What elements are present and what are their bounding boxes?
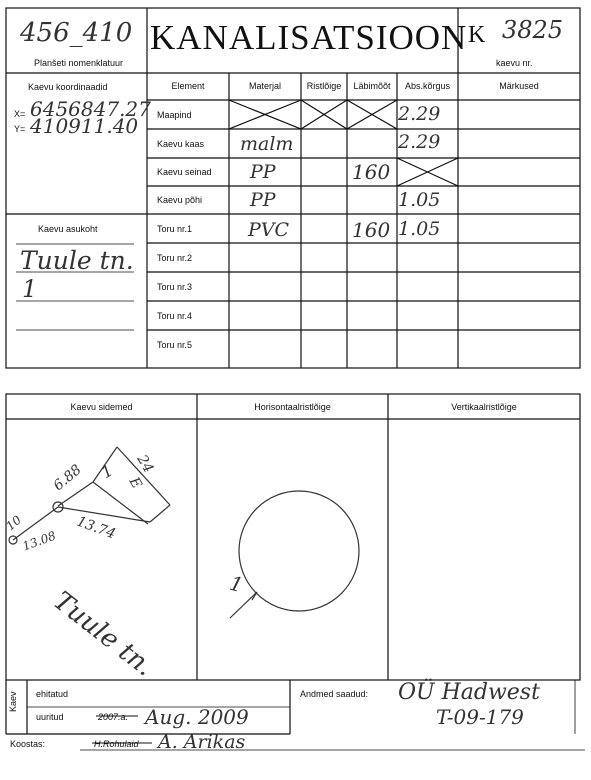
row-element: Toru nr.4 bbox=[157, 311, 193, 321]
sheet-label: Planšeti nomenklatuur bbox=[34, 58, 124, 68]
measured-value: Aug. 2009 bbox=[145, 705, 249, 729]
well-number: 3825 bbox=[502, 16, 564, 44]
measured-crossed: 2007.a. bbox=[98, 712, 129, 722]
abs-value: 2.29 bbox=[398, 131, 441, 153]
materjal-value: PP bbox=[250, 189, 276, 211]
labimoot-value: 160 bbox=[352, 218, 391, 242]
row-element: Toru nr.1 bbox=[157, 224, 193, 234]
x-coordinate: 6456847.27 bbox=[30, 97, 151, 121]
side-label: Kaev bbox=[8, 691, 18, 712]
row-element: Kaevu kaas bbox=[157, 139, 205, 149]
sketch-street-label: Tuule tn. bbox=[47, 586, 160, 683]
measured-label: uuritud bbox=[36, 712, 64, 722]
row-element: Kaevu põhi bbox=[157, 195, 203, 205]
sketch-label: 24 bbox=[133, 452, 157, 476]
source-reference: T-09-179 bbox=[436, 705, 524, 729]
sketch-label: 1 bbox=[97, 460, 117, 483]
well-label: kaevu nr. bbox=[496, 58, 533, 68]
header-markused: Märkused bbox=[499, 81, 539, 91]
materjal-value: malm bbox=[240, 133, 294, 155]
materjal-value: PP bbox=[250, 161, 276, 183]
sketch-label: 13.74 bbox=[74, 513, 118, 543]
labimoot-value: 160 bbox=[352, 160, 391, 184]
y-coordinate: 410911.40 bbox=[30, 114, 139, 138]
header-materjal: Materjal bbox=[248, 81, 281, 91]
materjal-value: PVC bbox=[248, 219, 290, 241]
location-street: Tuule tn. bbox=[20, 246, 134, 275]
header-abs-korgus: Abs.kõrgus bbox=[404, 81, 451, 91]
header-ristloige: Ristlõige bbox=[306, 81, 342, 91]
source-company: OÜ Hadwest bbox=[398, 680, 540, 705]
page-title: KANALISATSIOON bbox=[150, 18, 468, 57]
sketch-label: 10 bbox=[3, 512, 24, 534]
location-number: 1 bbox=[22, 275, 38, 303]
sketch-label: E bbox=[125, 474, 145, 492]
sketch-label: 13.08 bbox=[20, 528, 58, 554]
col-horizontal-header: Horisontaalristlõige bbox=[254, 402, 331, 412]
sketch-label: 6.88 bbox=[50, 461, 85, 495]
abs-value: 1.05 bbox=[398, 189, 441, 211]
row-element: Maapind bbox=[157, 110, 192, 120]
coords-label: Kaevu koordinaadid bbox=[28, 82, 108, 92]
abs-value: 1.05 bbox=[398, 218, 441, 240]
col-vertical-header: Vertikaalristlõige bbox=[451, 402, 517, 412]
built-label: ehitatud bbox=[36, 689, 69, 699]
author-name: A. Arikas bbox=[158, 731, 246, 753]
source-label: Andmed saadud: bbox=[300, 689, 369, 699]
y-prefix: Y= bbox=[14, 124, 26, 134]
row-element: Toru nr.5 bbox=[157, 340, 193, 350]
header-labimoot: Läbimõõt bbox=[353, 81, 391, 91]
author-label: Koostas: bbox=[10, 739, 46, 749]
col-ties-header: Kaevu sidemed bbox=[70, 402, 133, 412]
row-element: Toru nr.2 bbox=[157, 253, 193, 263]
location-label: Kaevu asukoht bbox=[38, 224, 98, 234]
well-prefix: K bbox=[468, 22, 486, 48]
section-mark: 1 bbox=[227, 570, 246, 598]
author-crossed: H.Rohulaid bbox=[94, 739, 139, 749]
x-prefix: X= bbox=[14, 109, 26, 119]
header-element: Element bbox=[171, 81, 205, 91]
sheet-number: 456_410 bbox=[20, 18, 133, 48]
row-element: Toru nr.3 bbox=[157, 282, 193, 292]
row-element: Kaevu seinad bbox=[157, 167, 212, 177]
abs-value: 2.29 bbox=[398, 103, 441, 125]
